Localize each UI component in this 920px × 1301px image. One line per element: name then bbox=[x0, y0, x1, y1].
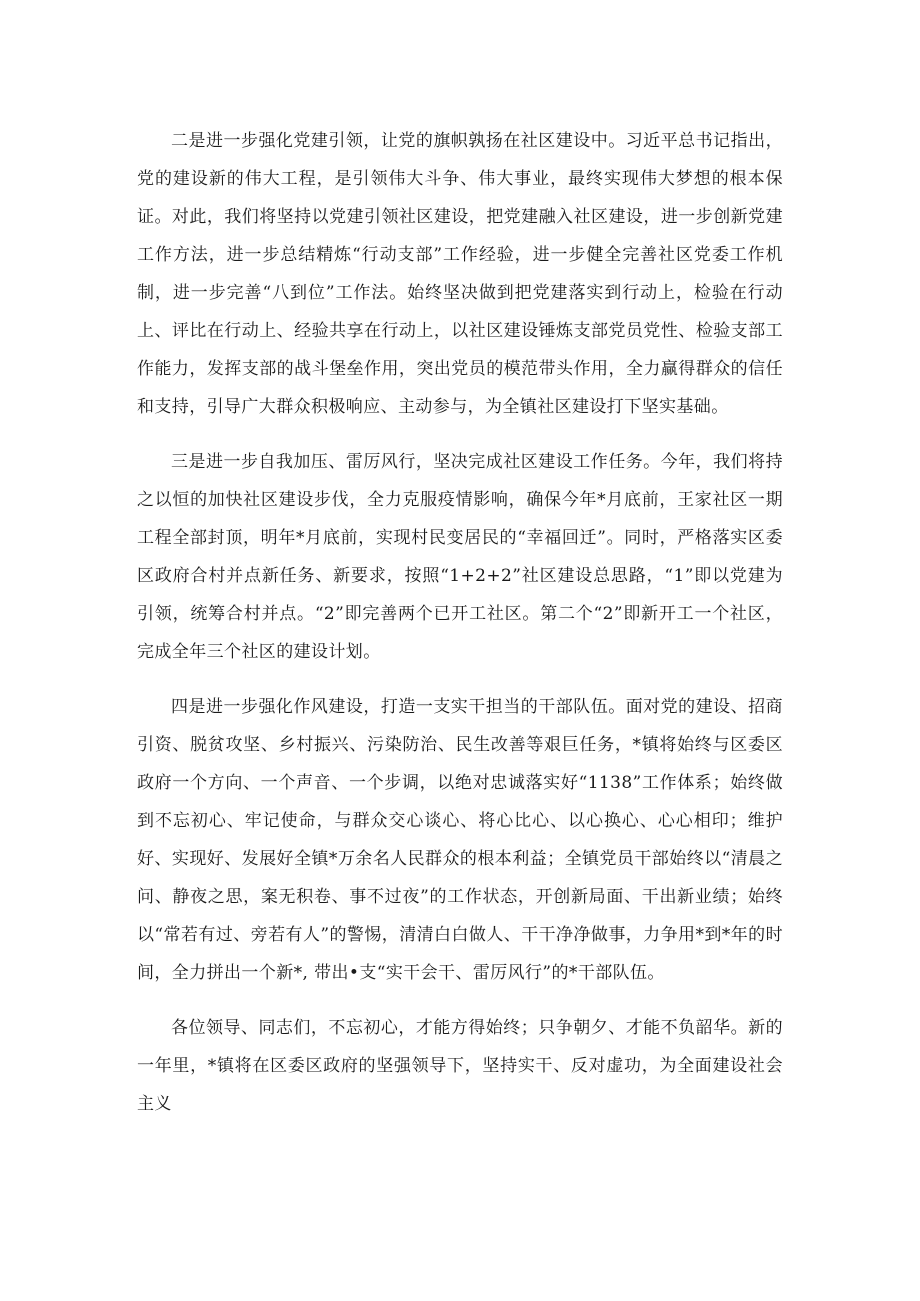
paragraph-closing: 各位领导、同志们，不忘初心，才能方得始终；只争朝夕、才能不负韶华。新的一年里，*镇将在区委区政府的坚强领导下，坚持实干、反对虚功，为全面建设社会主义 bbox=[137, 1018, 783, 1114]
paragraph-party-building: 二是进一步强化党建引领，让党的旗帜孰扬在社区建设中。习近平总书记指出，党的建设新的伟大工程，是引领伟大斗争、伟大事业，最终实现伟大梦想的根本保证。对此，我们将坚持以党建引领社区建设，把党建融入社区建设，进一步创新党建工作方法，进一步总结精炼“行动支部”工作经验，进一步健全完善社区党委工作机制，进一步完善“八到位”工作法。始终坚决做到把党建落实到行动上，检验在行动上、评比在行动上、经验共享在行动上，以社区建设锤炼支部党员党性、检验支部工作能力，发挥支部的战斗堡垒作用，突出党员的模范带头作用，全力赢得群众的信任和支持，引导广大群众积极响应、主动参与，为全镇社区建设打下坚实基础。 bbox=[137, 131, 783, 417]
document-body bbox=[137, 122, 783, 1140]
paragraph-community-construction: 三是进一步自我加压、雷厉风行，坚决完成社区建设工作任务。今年，我们将持之以恒的加快社区建设步伐，全力克服疫情影响，确保今年*月底前，王家社区一期工程全部封顶，明年*月底前，实现村民变居民的“幸福回迁”。同时，严格落实区委区政府合村并点新任务、新要求，按照“1+2+2”社区建设总思路，“1”即以党建为引领，统筹合村并点。“2”即完善两个已开工社区。第二个“2”即新开工一个社区，完成全年三个社区的建设计划。 bbox=[137, 452, 783, 662]
paragraph-work-style: 四是进一步强化作风建设，打造一支实干担当的干部队伍。面对党的建设、招商引资、脱贫攻坚、乡村振兴、污染防治、民生改善等艰巨任务，*镇将始终与区委区政府一个方向、一个声音、一个步调，以绝对忠诚落实好“1138”工作体系；始终做到不忘初心、牢记使命，与群众交心谈心、将心比心、以心换心、心心相印；维护好、实现好、发展好全镇*万余名人民群众的根本利益；全镇党员干部始终以“清晨之问、静夜之思，案无积卷、事不过夜”的工作状态，开创新局面、干出新业绩；始终以“常若有过、旁若有人”的警惕，清清白白做人、干干净净做事，力争用*到*年的时间，全力拼出一个新*, 带出•支“实干会干、雷厉风行”的*干部队伍。 bbox=[137, 697, 783, 983]
